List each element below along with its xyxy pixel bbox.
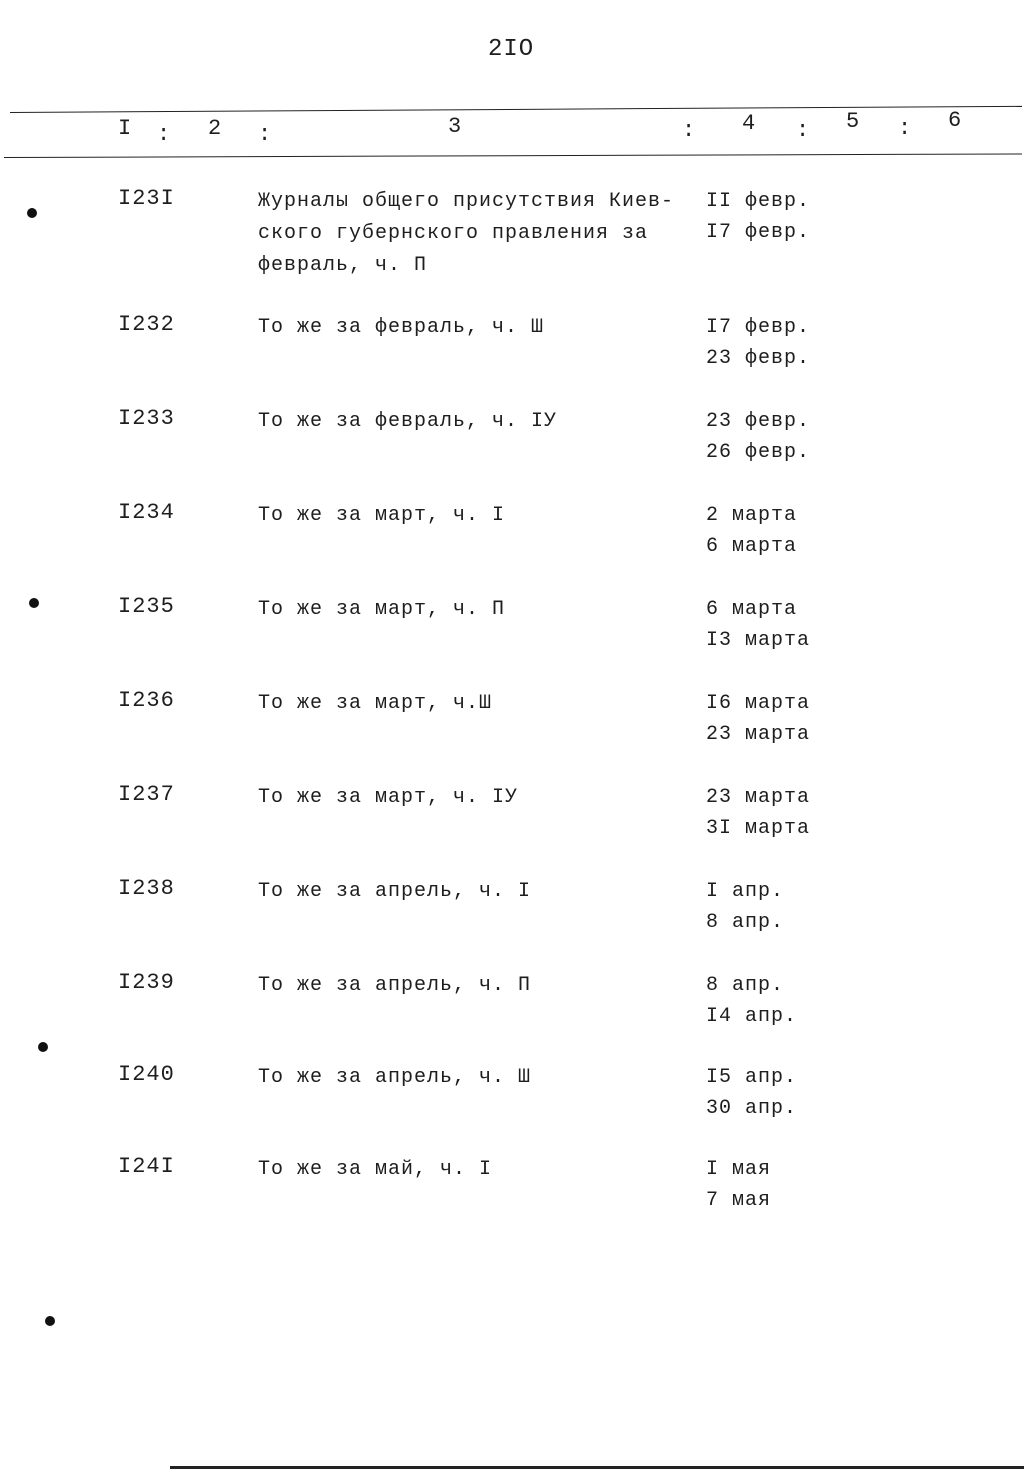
file-description: То же за март, ч. IУ: [258, 786, 519, 809]
end-date: I3 марта: [706, 629, 811, 652]
column-header-2: 2: [208, 116, 222, 141]
start-date: I7 февр.: [706, 316, 811, 339]
file-dates: [706, 1154, 771, 1216]
start-date: 23 февр.: [706, 410, 811, 433]
table-row: [0, 406, 1024, 496]
start-date: 2 марта: [706, 504, 798, 527]
file-description: То же за февраль, ч. IУ: [258, 410, 558, 433]
end-date: 23 февр.: [706, 347, 811, 370]
file-dates: [706, 312, 810, 374]
file-description: То же за февраль, ч. Ш: [258, 316, 545, 339]
file-description: То же за апрель, ч. I: [258, 880, 532, 903]
file-number: I235: [118, 594, 175, 619]
start-date: 6 марта: [706, 598, 798, 621]
end-date: 7 мая: [706, 1189, 772, 1212]
file-number: I234: [118, 500, 175, 525]
file-number: I239: [118, 970, 175, 995]
start-date: I6 марта: [706, 692, 811, 715]
file-number: I233: [118, 406, 175, 431]
file-description: То же за март, ч. I: [258, 504, 506, 527]
start-date: 8 апр.: [706, 974, 785, 997]
column-header-1: I: [118, 116, 132, 141]
end-date: 8 апр.: [706, 911, 785, 934]
file-description: То же за март, ч.Ш: [258, 692, 493, 715]
table-row: [0, 312, 1024, 402]
file-dates: [706, 688, 810, 750]
table-row: [0, 1154, 1024, 1244]
end-date: I4 апр.: [706, 1005, 798, 1028]
start-date: 23 марта: [706, 786, 811, 809]
column-separator: :: [898, 116, 912, 141]
start-date: I5 апр.: [706, 1066, 798, 1089]
file-description: То же за май, ч. I: [258, 1158, 493, 1181]
end-date: 6 марта: [706, 535, 798, 558]
file-dates: [706, 186, 810, 248]
start-date: I мая: [706, 1158, 772, 1181]
end-date: I7 февр.: [706, 221, 811, 244]
table-row: [0, 186, 1024, 276]
column-separator: :: [682, 118, 696, 143]
file-dates: [706, 876, 784, 938]
file-dates: [706, 594, 810, 656]
page-bottom-edge: [170, 1466, 1024, 1469]
table-row: [0, 876, 1024, 966]
table-row: [0, 500, 1024, 590]
file-dates: [706, 500, 797, 562]
file-number: I238: [118, 876, 175, 901]
table-header-top-rule: [10, 106, 1022, 113]
end-date: 23 марта: [706, 723, 811, 746]
file-number: I240: [118, 1062, 175, 1087]
page-number: 2IO: [488, 36, 535, 63]
table-row: [0, 688, 1024, 778]
file-number: I23I: [118, 186, 175, 211]
column-separator: :: [157, 122, 171, 147]
column-header-5: 5: [846, 109, 860, 134]
file-number: I24I: [118, 1154, 175, 1179]
punch-hole-mark: [45, 1316, 55, 1326]
start-date: II февр.: [706, 190, 811, 213]
end-date: 3I марта: [706, 817, 811, 840]
file-number: I236: [118, 688, 175, 713]
file-dates: [706, 782, 810, 844]
file-description: То же за апрель, ч. П: [258, 974, 532, 997]
table-row: [0, 782, 1024, 872]
table-row: [0, 594, 1024, 684]
punch-hole-mark: [38, 1042, 48, 1052]
end-date: 26 февр.: [706, 441, 811, 464]
file-description: Журналы общего присутствия Киев-ского губернского правления за февраль, ч. П: [258, 190, 675, 277]
file-dates: [706, 406, 810, 468]
column-header-6: 6: [948, 108, 962, 133]
file-dates: [706, 970, 797, 1032]
file-description: То же за март, ч. П: [258, 598, 506, 621]
column-separator: :: [258, 122, 272, 147]
table-header-bottom-rule: [4, 153, 1022, 158]
punch-hole-mark: [27, 208, 37, 218]
table-row: [0, 970, 1024, 1060]
end-date: 30 апр.: [706, 1097, 798, 1120]
file-number: I232: [118, 312, 175, 337]
file-description: То же за апрель, ч. Ш: [258, 1066, 532, 1089]
table-row: [0, 1062, 1024, 1152]
column-header-4: 4: [742, 111, 756, 136]
column-header-3: 3: [448, 114, 462, 139]
punch-hole-mark: [29, 598, 39, 608]
column-separator: :: [796, 118, 810, 143]
file-number: I237: [118, 782, 175, 807]
file-dates: [706, 1062, 797, 1124]
start-date: I апр.: [706, 880, 785, 903]
